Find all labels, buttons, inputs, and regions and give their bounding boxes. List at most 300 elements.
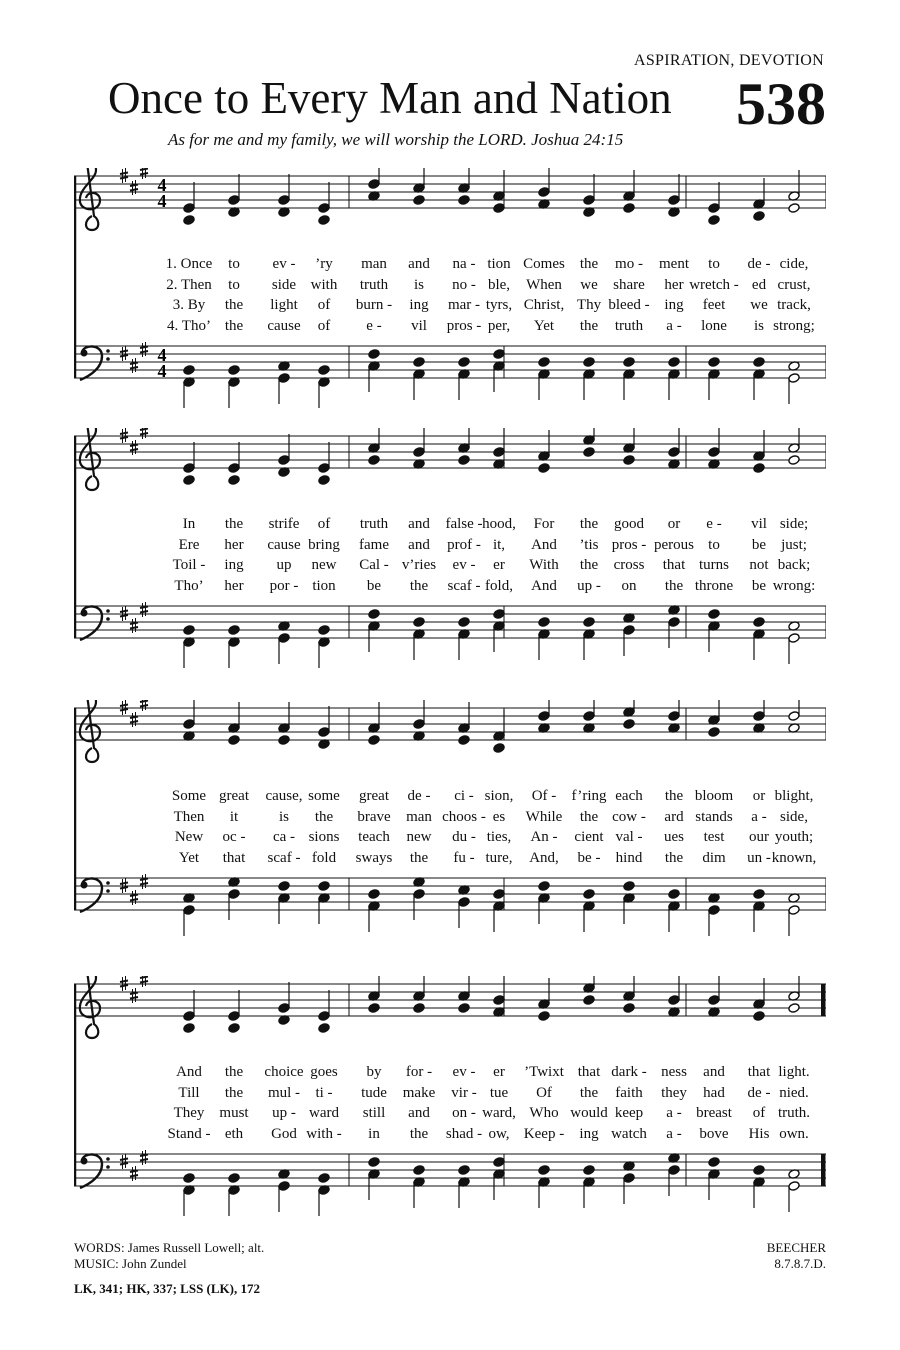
lyric-syllable: the <box>224 297 244 313</box>
lyric-syllable: the <box>664 577 684 594</box>
sharp-sign <box>130 618 138 633</box>
lyric-syllable: turns <box>699 557 729 573</box>
lyric-syllable: For <box>533 516 555 532</box>
bass-chord <box>228 365 240 408</box>
lyric-syllable: f’ring <box>571 788 607 804</box>
treble-chord <box>318 990 330 1033</box>
lyric-syllable: up - <box>272 1105 296 1121</box>
lyric-syllable: crust, <box>777 276 811 293</box>
lyric-syllable: brave <box>357 808 391 825</box>
lyric-syllable: ing <box>224 557 244 573</box>
lyric-syllable: ed <box>751 276 767 293</box>
lyric-syllable: prof - <box>447 536 481 553</box>
treble-chord <box>368 428 380 465</box>
lyric-syllable: hind <box>615 849 643 866</box>
lyric-syllable: por - <box>269 577 299 594</box>
treble-chord <box>413 168 425 205</box>
lyric-syllable: Till <box>178 1084 200 1101</box>
tune-name: BEECHER <box>766 1240 826 1255</box>
tune-info <box>767 1240 826 1272</box>
lyric-syllable: ues <box>664 829 684 845</box>
lyric-syllable: ment <box>659 256 689 272</box>
bass-chord <box>668 605 680 648</box>
lyric-syllable: 4. Tho’ <box>167 317 211 334</box>
lyric-syllable: oc - <box>222 829 246 845</box>
lyric-syllable: mul - <box>267 1084 301 1101</box>
bass-chord <box>668 1153 680 1196</box>
svg-text:4: 4 <box>157 191 167 211</box>
lyric-syllable: And <box>531 577 557 594</box>
lyric-syllable: cide, <box>779 256 809 272</box>
lyric-syllable: tyrs, <box>485 297 513 313</box>
lyric-syllable: a - <box>666 317 682 334</box>
treble-clef-icon <box>80 700 100 762</box>
lyric-syllable: ture, <box>485 849 513 866</box>
lyric-syllable: the <box>314 808 334 825</box>
treble-chord <box>623 976 635 1013</box>
lyric-syllable: Then <box>173 808 205 825</box>
lyric-syllable: be <box>366 577 382 594</box>
lyric-syllable: the <box>409 577 429 594</box>
lyric-syllable: And, <box>529 849 559 866</box>
lyric-syllable: to <box>708 256 720 272</box>
verse-1-line <box>74 1062 826 1082</box>
lyric-syllable: burn - <box>355 297 393 313</box>
treble-chord <box>538 700 550 733</box>
lyric-syllable: not <box>749 557 769 573</box>
lyric-syllable: the <box>579 557 599 573</box>
lyric-syllable: New <box>174 829 204 845</box>
bass-chord <box>458 885 470 928</box>
treble-chord <box>668 428 680 469</box>
treble-chord <box>668 174 680 217</box>
lyric-syllable: the <box>224 317 244 334</box>
treble-chord <box>708 700 720 737</box>
verse-3-line <box>74 827 826 847</box>
lyric-syllable: the <box>224 1064 244 1080</box>
sharp-sign <box>140 602 148 617</box>
lyric-syllable: ev - <box>272 256 296 272</box>
bass-chord <box>788 1169 800 1212</box>
lyric-syllable: ness <box>661 1064 687 1080</box>
bass-chord <box>318 1173 330 1216</box>
lyric-syllable: val - <box>615 829 643 845</box>
treble-chord <box>278 434 290 477</box>
lyric-syllable: man <box>406 808 432 825</box>
lyric-syllable: stands <box>695 808 733 825</box>
lyric-syllable: pros - <box>611 536 647 553</box>
lyric-syllable: still <box>362 1105 386 1121</box>
bass-chord <box>318 365 330 408</box>
meter: 8.7.8.7.D. <box>774 1256 826 1271</box>
lyric-syllable: strife <box>268 516 300 532</box>
lyric-syllable: up - <box>577 577 601 594</box>
lyric-syllable: back; <box>777 557 811 573</box>
lyric-syllable: track, <box>777 297 811 313</box>
lyric-syllable: Of - <box>531 788 557 804</box>
lyric-syllable: Tho’ <box>174 577 204 594</box>
treble-chord <box>493 428 505 469</box>
treble-chord <box>668 976 680 1017</box>
lyric-syllable: in <box>368 1125 380 1142</box>
sharp-sign <box>140 976 148 987</box>
lyric-syllable: own. <box>779 1125 809 1142</box>
lyric-syllable: hood, <box>482 516 516 532</box>
bass-chord <box>318 625 330 668</box>
lyric-syllable: In <box>182 516 196 532</box>
bass-chord <box>183 1173 195 1216</box>
lyric-syllable: Yet <box>178 849 200 866</box>
bass-chord <box>623 613 635 656</box>
lyric-syllable: es <box>492 808 506 825</box>
lyric-syllable: An - <box>530 829 558 845</box>
lyric-syllable: throne <box>694 577 734 594</box>
lyric-syllable: and <box>408 1105 430 1121</box>
lyric-syllable: a - <box>751 808 767 825</box>
lyric-syllable: that <box>577 1064 601 1080</box>
lyric-syllable: Yet <box>533 317 555 334</box>
lyric-syllable: perous <box>654 536 694 553</box>
lyric-syllable: dim <box>702 849 726 866</box>
lyric-syllable: test <box>703 829 725 845</box>
lyric-syllable: a - <box>666 1125 682 1142</box>
lyric-syllable: be <box>751 577 767 594</box>
lyric-syllable: dark - <box>611 1064 647 1080</box>
lyric-syllable: choos - <box>442 808 486 825</box>
lyric-syllable: great <box>359 788 389 804</box>
lyric-syllable: blight, <box>774 788 814 804</box>
lyric-syllable: and <box>703 1064 725 1080</box>
treble-chord <box>668 700 680 733</box>
lyric-syllable: cow - <box>612 808 646 825</box>
lyric-syllable: tion <box>312 577 336 594</box>
lyric-syllable: na - <box>452 256 476 272</box>
treble-chord <box>708 976 720 1017</box>
lyric-syllable: ing <box>579 1125 599 1142</box>
lyric-syllable: good <box>614 516 644 532</box>
lyric-syllable: we <box>580 276 598 293</box>
lyric-syllable: v’ries <box>401 557 437 573</box>
lyric-syllable: must <box>219 1105 249 1121</box>
final-barline <box>821 984 825 1016</box>
bass-chord <box>278 621 290 664</box>
lyric-syllable: her <box>224 577 244 594</box>
lyric-syllable: ’Twixt <box>524 1064 564 1080</box>
lyric-syllable: They <box>173 1105 205 1121</box>
svg-text:4: 4 <box>157 361 167 381</box>
verse-2-line <box>74 1083 826 1103</box>
treble-chord <box>183 700 195 741</box>
lyric-syllable: with <box>310 276 338 293</box>
key-signature <box>120 342 148 373</box>
lyric-syllable: Christ, <box>523 297 565 313</box>
key-signature <box>120 976 148 1003</box>
lyric-syllable: Comes <box>523 256 565 272</box>
lyric-syllable: Ere <box>178 536 200 553</box>
bass-chord <box>788 621 800 664</box>
verse-3-line <box>74 555 826 575</box>
treble-chord <box>228 990 240 1033</box>
lyric-syllable: of <box>317 516 331 532</box>
lyric-syllable: per, <box>487 317 511 334</box>
bass-clef-icon <box>80 346 110 380</box>
bass-chord <box>228 1173 240 1216</box>
lyric-syllable: of <box>317 317 331 334</box>
key-signature <box>120 874 148 905</box>
treble-chord <box>228 442 240 485</box>
verse-4-line <box>74 316 826 336</box>
lyric-syllable: ing <box>664 297 684 313</box>
treble-chord <box>493 976 505 1017</box>
sharp-sign <box>140 428 148 439</box>
lyric-syllable: er <box>493 557 505 573</box>
bass-clef-icon <box>80 606 110 640</box>
lyric-syllable: share <box>613 276 645 293</box>
sharp-sign <box>140 1150 148 1165</box>
lyric-syllable: the <box>579 256 599 272</box>
lyric-syllable: the <box>664 849 684 866</box>
lyric-syllable: ward, <box>482 1105 516 1121</box>
bass-clef-icon <box>80 878 110 912</box>
lyric-syllable: tude <box>361 1084 387 1101</box>
scripture-epigraph: As for me and my family, we will worship the LORD. Joshua 24:15 <box>168 130 624 149</box>
treble-clef-icon <box>80 168 100 230</box>
lyric-syllable: faith <box>615 1084 643 1101</box>
lyric-syllable: the <box>664 788 684 804</box>
lyric-syllable: man <box>361 256 387 272</box>
lyric-syllable: side <box>271 276 297 293</box>
lyric-syllable: side, <box>780 808 808 825</box>
svg-text:4: 4 <box>157 175 167 195</box>
lyric-syllable: fu - <box>453 849 475 866</box>
treble-chord <box>183 182 195 225</box>
lyric-syllable: cause, <box>265 788 303 804</box>
lyric-syllable: ble, <box>487 276 511 293</box>
lyric-syllable: bring <box>308 536 340 553</box>
lyric-syllable: cause <box>267 536 301 553</box>
bass-chord <box>183 893 195 936</box>
lyric-syllable: eth <box>224 1125 244 1142</box>
lyric-syllable: fold, <box>485 577 513 594</box>
key-signature <box>120 428 148 455</box>
lyric-syllable: and <box>408 536 430 553</box>
lyric-syllable: or <box>667 516 681 532</box>
lyric-syllable: sions <box>308 829 340 845</box>
lyric-syllable: or <box>752 788 766 804</box>
lyric-syllable: wretch - <box>689 276 739 293</box>
treble-chord <box>708 182 720 225</box>
sharp-sign <box>130 890 138 905</box>
lyric-syllable: sion, <box>484 788 514 804</box>
lyric-syllable: mo - <box>615 256 643 272</box>
hymnal-references: LK, 341; HK, 337; LSS (LK), 172 <box>74 1281 260 1296</box>
lyric-syllable: of <box>752 1105 766 1121</box>
lyric-syllable: tue <box>489 1084 509 1101</box>
lyric-syllable: each <box>615 788 643 804</box>
key-signature <box>120 168 148 195</box>
lyric-syllable: some <box>308 788 340 804</box>
treble-chord <box>458 168 470 205</box>
sharp-sign <box>140 342 148 357</box>
lyric-syllable: choice <box>264 1064 304 1080</box>
lyric-syllable: no - <box>452 276 476 293</box>
lyric-syllable: truth <box>359 276 389 293</box>
lyric-syllable: to <box>228 276 240 293</box>
treble-chord <box>318 182 330 225</box>
lyric-syllable: ci - <box>454 788 474 804</box>
lyric-syllable: And <box>531 536 557 553</box>
lyric-syllable: up <box>276 557 292 573</box>
bass-chord <box>228 877 240 920</box>
treble-chord <box>183 442 195 485</box>
verse-3-line <box>74 295 826 315</box>
lyric-syllable: is <box>753 317 765 334</box>
sharp-sign <box>130 440 138 455</box>
treble-chord <box>368 976 380 1013</box>
lyric-syllable: Of <box>536 1084 552 1101</box>
lyric-syllable: side; <box>779 516 809 532</box>
lyric-syllable: and <box>408 256 430 272</box>
lyric-syllable: cient <box>574 829 604 845</box>
treble-chord <box>458 428 470 465</box>
lyric-syllable: ard <box>664 808 684 825</box>
lyric-syllable: de - <box>747 256 771 272</box>
bass-chord <box>228 625 240 668</box>
sharp-sign <box>140 874 148 889</box>
lyric-syllable: is <box>413 276 425 293</box>
lyric-syllable: a - <box>666 1105 682 1121</box>
time-signature <box>158 175 167 211</box>
verse-1-line <box>74 786 826 806</box>
bass-clef-icon <box>80 1154 110 1188</box>
treble-chord <box>318 442 330 485</box>
music-system-4 <box>74 976 826 1226</box>
lyric-syllable: the <box>579 808 599 825</box>
treble-clef-icon <box>80 428 100 490</box>
lyric-syllable: vil <box>411 317 427 334</box>
treble-chord <box>318 706 330 749</box>
bass-chord <box>413 877 425 920</box>
lyric-syllable: to <box>228 256 240 272</box>
music-credit: MUSIC: John Zundel <box>74 1256 187 1271</box>
lyric-syllable: that <box>662 557 686 573</box>
lyric-syllable: e - <box>366 317 382 334</box>
lyric-syllable: vil <box>751 516 767 532</box>
verse-2-line <box>74 275 826 295</box>
lyric-syllable: lone <box>701 317 727 334</box>
lyric-syllable: of <box>317 297 331 313</box>
lyric-syllable: the <box>409 849 429 866</box>
lyric-syllable: de - <box>407 788 431 804</box>
lyric-syllable: ’ry <box>315 256 333 272</box>
hymn-category: ASPIRATION, DEVOTION <box>634 52 824 69</box>
lyric-syllable: it <box>229 808 239 825</box>
lyric-syllable: ti - <box>315 1084 333 1101</box>
treble-chord <box>788 428 800 465</box>
lyric-syllable: had <box>703 1084 725 1101</box>
lyric-syllable: cross <box>613 557 645 573</box>
lyric-syllable: known, <box>771 849 817 866</box>
lyric-syllable: ’tis <box>579 536 599 553</box>
lyric-syllable: wrong: <box>772 577 816 594</box>
lyric-syllable: du - <box>452 829 476 845</box>
treble-chord <box>583 976 595 1005</box>
treble-chord <box>583 174 595 217</box>
lyric-syllable: tion <box>487 256 511 272</box>
lyric-syllable: teach <box>358 829 390 845</box>
final-barline <box>821 1154 825 1186</box>
treble-chord <box>788 976 800 1013</box>
sharp-sign <box>130 358 138 373</box>
lyric-syllable: great <box>219 788 249 804</box>
lyric-syllable: by <box>366 1064 382 1080</box>
bass-chord <box>788 893 800 936</box>
treble-chord <box>538 168 550 209</box>
lyric-syllable: with - <box>306 1125 342 1142</box>
bass-chord <box>708 893 720 936</box>
treble-chord <box>583 428 595 457</box>
lyric-syllable: is <box>278 808 290 825</box>
credits <box>74 1240 264 1272</box>
lyric-syllable: feet <box>702 297 726 313</box>
lyric-syllable: ward <box>309 1105 339 1121</box>
lyric-syllable: bloom <box>694 788 734 804</box>
lyric-syllable: Stand - <box>167 1125 211 1142</box>
sharp-sign <box>140 168 148 179</box>
treble-staff <box>74 176 826 208</box>
lyric-syllable: light. <box>778 1064 810 1080</box>
lyric-syllable: cause <box>267 317 301 334</box>
treble-chord <box>623 428 635 465</box>
lyric-syllable: scaf - <box>267 849 301 866</box>
verse-4-line <box>74 576 826 596</box>
lyric-syllable: sways <box>355 849 393 866</box>
music-system-3 <box>74 700 826 950</box>
lyric-syllable: ca - <box>272 829 296 845</box>
lyric-syllable: ev - <box>452 1064 476 1080</box>
lyric-syllable: false - <box>445 516 483 532</box>
hymn-title: Once to Every Man and Nation <box>108 73 672 123</box>
verse-3-line <box>74 1103 826 1123</box>
lyric-syllable: mar - <box>447 297 481 313</box>
lyric-syllable: the <box>579 317 599 334</box>
lyric-syllable: be <box>751 536 767 553</box>
sharp-sign <box>130 712 138 727</box>
lyric-syllable: the <box>579 1084 599 1101</box>
bass-chord <box>623 1161 635 1204</box>
lyric-syllable: ing <box>409 297 429 313</box>
lyric-syllable: truth <box>614 317 644 334</box>
sharp-sign <box>140 700 148 711</box>
verse-4-line <box>74 848 826 868</box>
treble-chord <box>368 168 380 201</box>
treble-chord <box>413 700 425 741</box>
lyric-syllable: her <box>664 276 684 293</box>
lyric-syllable: Who <box>529 1105 559 1121</box>
lyric-syllable: fame <box>359 536 389 553</box>
lyric-syllable: goes <box>310 1064 338 1080</box>
lyric-syllable: our <box>749 829 769 845</box>
lyric-syllable: be - <box>577 849 601 866</box>
lyric-syllable: on - <box>452 1105 476 1121</box>
lyric-syllable: breast <box>696 1105 732 1121</box>
lyric-syllable: light <box>270 297 298 313</box>
lyric-syllable: shad - <box>445 1125 483 1142</box>
lyric-syllable: we <box>750 297 768 313</box>
lyric-syllable: would <box>570 1105 608 1121</box>
lyric-syllable: that <box>747 1064 771 1080</box>
treble-chord <box>458 976 470 1013</box>
